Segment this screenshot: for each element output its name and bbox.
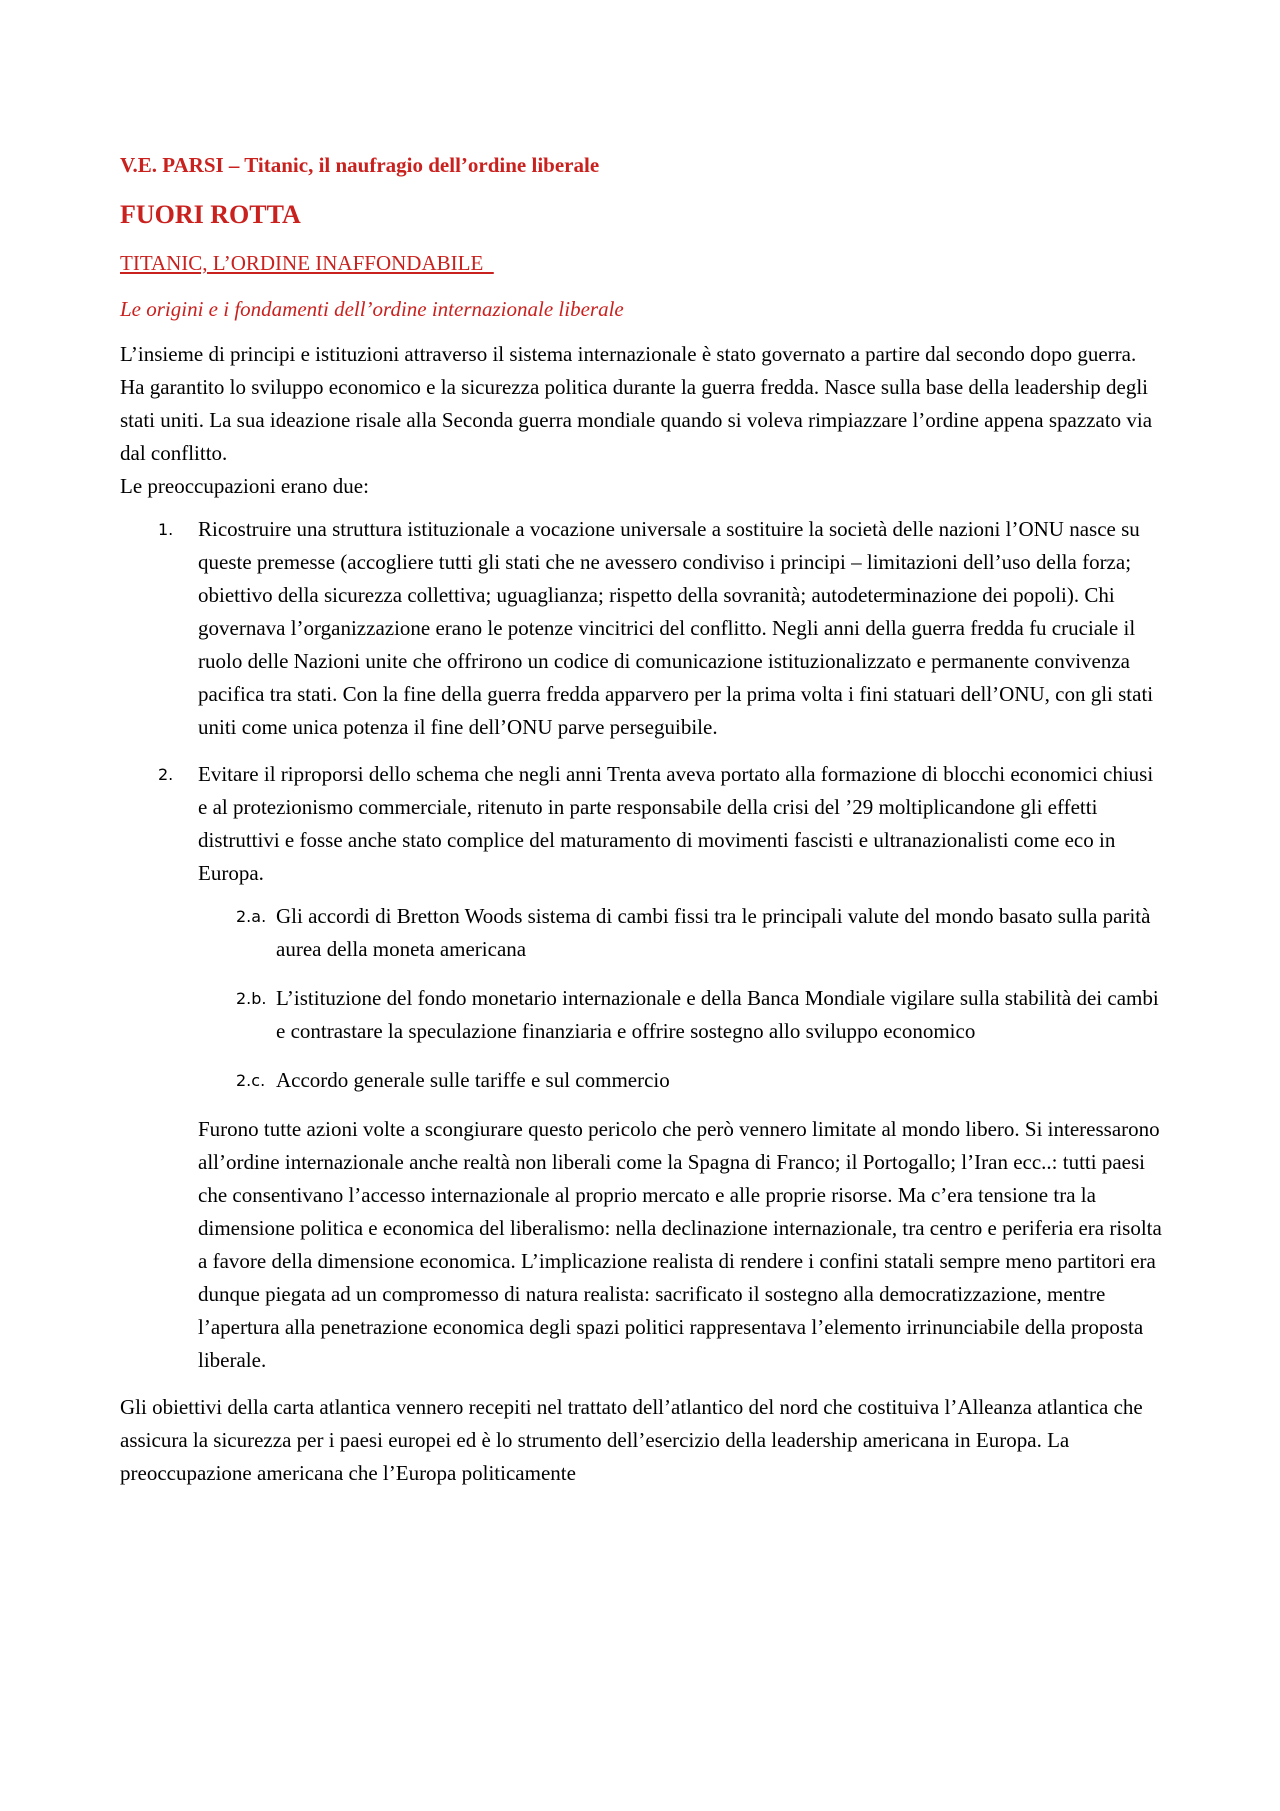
sublist-number: 2.a. <box>236 907 267 926</box>
sublist-item-text: Accordo generale sulle tariffe e sul commercio <box>276 1068 670 1092</box>
sublist-item <box>198 982 1162 1048</box>
sublist-item <box>198 900 1162 966</box>
sublist-number: 2.b. <box>236 989 267 1008</box>
list-item-text: Evitare il riproporsi dello schema che negli anni Trenta aveva portato alla formazione di blocchi economici chiusi e al protezionismo commerciale, ritenuto in parte responsabile della crisi del ’29 moltiplicandone gli effetti distruttivi e fosse anche stato complice del maturamento di movimenti fascisti e ultranazionalisti come eco in Europa. <box>198 762 1154 885</box>
chapter-heading: FUORI ROTTA <box>120 200 301 229</box>
main-numbered-list <box>120 513 1162 1377</box>
list-number: 2. <box>158 765 174 784</box>
sub-numbered-list <box>198 900 1162 1097</box>
document-title: V.E. PARSI – Titanic, il naufragio dell’ordine liberale <box>120 153 600 177</box>
list-item-text: Ricostruire una struttura istituzionale a vocazione universale a sostituire la società delle nazioni l’ONU nasce su queste premesse (accogliere tutti gli stati che ne avessero condiviso i principi – limitazioni dell’uso della forza; obiettivo della sicurezza collettiva; uguaglianza; rispetto della sovranità; autodeterminazione dei popoli). Chi governava l’organizzazione erano le potenze vincitrici del conflitto. Negli anni della guerra fredda fu cruciale il ruolo delle Nazioni unite che offrirono un codice di comunicazione istituzionalizzato e permanente convivenza pacifica tra stati. Con la fine della guerra fredda apparvero per la prima volta i fini statuari dell’ONU, con gli stati uniti come unica potenza il fine dell’ONU parve perseguibile. <box>198 517 1154 739</box>
sublist-item <box>198 1064 1162 1097</box>
sublist-item-text: L’istituzione del fondo monetario internazionale e della Banca Mondiale vigilare sulla stabilità dei cambi e contrastare la speculazione finanziaria e offrire sostegno allo sviluppo economico <box>276 986 1159 1043</box>
subsection-heading: Le origini e i fondamenti dell’ordine internazionale liberale <box>120 297 624 321</box>
list-number: 1. <box>158 520 174 539</box>
list-item <box>120 513 1162 744</box>
sublist-number: 2.c. <box>236 1071 266 1090</box>
intro-line-preoccupazioni: Le preoccupazioni erano due: <box>120 474 369 498</box>
sublist-item-text: Gli accordi di Bretton Woods sistema di cambi fissi tra le principali valute del mondo basato sulla parità aurea della moneta americana <box>276 904 1151 961</box>
final-paragraph: Gli obiettivi della carta atlantica vennero recepiti nel trattato dell’atlantico del nord che costituiva l’Alleanza atlantica che assicura la sicurezza per i paesi europei ed è lo strumento dell’esercizio della leadership americana in Europa. La preoccupazione americana che l’Europa politicamente <box>120 1395 1143 1485</box>
section-heading: TITANIC, L’ORDINE INAFFONDABILE <box>120 251 494 275</box>
after-sublist-paragraph: Furono tutte azioni volte a scongiurare questo pericolo che però vennero limitate al mondo libero. Si interessarono all’ordine internazionale anche realtà non liberali come la Spagna di Franco; il Portogallo; l’Iran ecc..: tutti paesi che consentivano l’accesso internazionale al proprio mercato e alle proprie risorse. Ma c’era tensione tra la dimensione politica e economica del liberalismo: nella declinazione internazionale, tra centro e periferia era risolta a favore della dimensione economica. L’implicazione realista di rendere i confini statali sempre meno partitori era dunque piegata ad un compromesso di natura realista: sacrificato il sostegno alla democratizzazione, mentre l’apertura alla penetrazione economica degli spazi politici rappresentava l’elemento irrinunciabile della proposta liberale. <box>198 1117 1162 1372</box>
intro-paragraph: L’insieme di principi e istituzioni attraverso il sistema internazionale è stato governato a partire dal secondo dopo guerra. Ha garantito lo sviluppo economico e la sicurezza politica durante la guerra fredda. Nasce sulla base della leadership degli stati uniti. La sua ideazione risale alla Seconda guerra mondiale quando si voleva rimpiazzare l’ordine appena spazzato via dal conflitto. <box>120 342 1153 465</box>
list-item <box>120 758 1162 1377</box>
intro-block <box>120 338 1162 503</box>
